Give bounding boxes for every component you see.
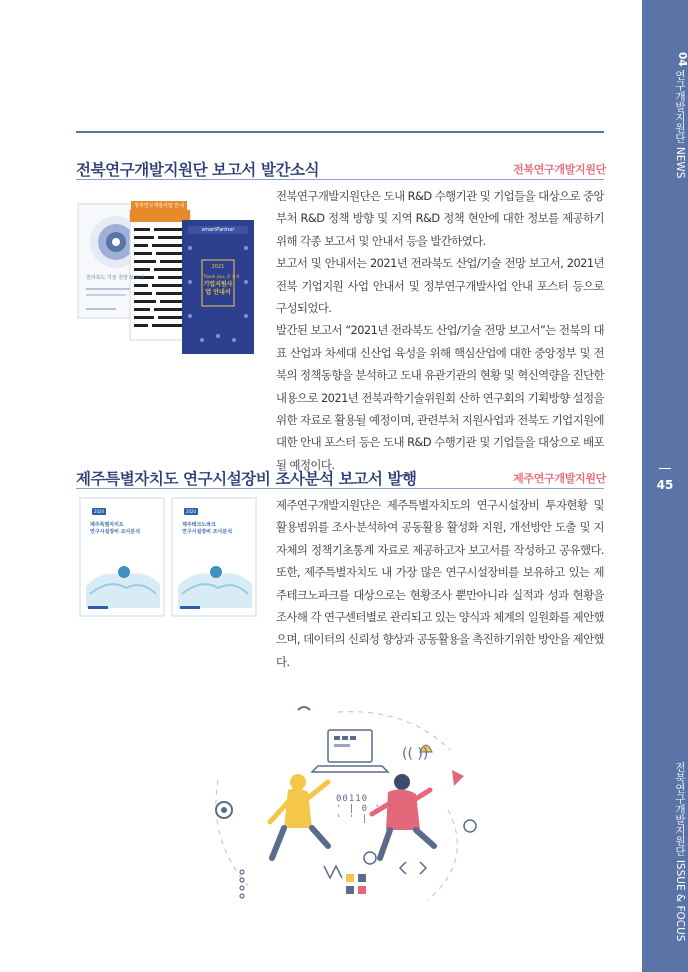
- section2-title: 제주특별자치도 연구시설장비 조사분석 보고서 발행: [76, 470, 417, 488]
- guide-subtitle: Thank you, 잘 할게: [203, 274, 240, 279]
- left-cover-badge: 2020: [93, 509, 105, 514]
- sidebar-chapter-title: 연구개발지원단 NEWS: [674, 70, 686, 179]
- sidebar: [642, 0, 688, 972]
- guide-brand: smartPartner: [201, 227, 235, 233]
- binary-text: [336, 794, 394, 824]
- section2-org: 제주연구개발지원단: [513, 472, 606, 485]
- page-number: 45: [656, 478, 674, 492]
- top-rule: [76, 131, 604, 133]
- right-cover-title-line1: 제주테크노파크: [182, 522, 216, 528]
- section1-paragraph: 보고서 및 안내서는 2021년 전라북도 산업/기술 전망 보고서, 2021년 전북 기업지원 사업 안내서 및 정부연구개발사업 안내 포스터 등으로 구성되었다.: [276, 256, 604, 316]
- section2-body: [276, 494, 604, 673]
- section2-underline: [76, 488, 604, 489]
- binary-line-2: ' | 0 ' ': [336, 804, 394, 814]
- poster-title: 정부연구개발사업 안내: [134, 203, 184, 209]
- section1-paragraph: 발간된 보고서 “2021년 전라북도 산업/기술 전망 보고서”는 전북의 대표 산업과 차세대 신산업 육성을 위해 핵심산업에 대한 중앙정부 및 전북의 정책동향을 분석하고 도내 유관기관의 현황 및 혁신역량을 진단한 내용으로 2021년 전북과학기술위원회 산하 연구회의 기획방향 설정을 위한 자료로 활용될 예정이며, 관련부처 지원사업과 전북도 기업지원에 대한 안내 포스터 등은 도내 R&D 수행기관 및 기업들을 대상으로 배포될 예정이다.: [276, 323, 604, 472]
- section2-paragraph: 제주연구개발지원단은 제주특별자치도의 연구시설장비 투자현황 및 활용범위를 조사·분석하여 공동활용 활성화 지원, 개선방안 도출 및 지자체의 정책기초통계 자료로 제공하고자 보고서를 작성하고 공유했다. 또한, 제주특별자치도 내 가장 많은 연구시설장비를 보유하고 있는 제주테크노파크를 대상으로는 현황조사 뿐만아니라 실적과 성과 현황을 조사해 각 연구센터별로 관리되고 있는 양식과 체계의 일원화를 제안했으며, 데이터의 신뢰성 향상과 공동활용을 촉진하기위한 방안을 제안했다.: [276, 498, 604, 669]
- section1-underline: [76, 179, 604, 180]
- sidebar-chapter-number: 04: [676, 51, 688, 67]
- sidebar-top-label: [642, 50, 688, 180]
- poster-header: [131, 201, 187, 211]
- guide-year: 2021: [211, 264, 225, 270]
- guide-title: 기업지원사업 안내서: [203, 281, 233, 296]
- right-cover-title-line2: 연구시설장비 조사분석: [182, 529, 233, 535]
- section1-paragraph: 전북연구개발지원단은 도내 R&D 수행기관 및 기업들을 대상으로 중앙부처 R&D 정책 방향 및 지역 R&D 정책 현안에 대한 정보를 제공하기 위해 각종 보고서 및 안내서 등을 발간하였다.: [276, 189, 604, 248]
- left-cover-title-line1: 제주특별자치도: [90, 522, 124, 528]
- guide-cover-text: [203, 263, 240, 297]
- section1-title: 전북연구개발지원단 보고서 발간소식: [76, 161, 320, 179]
- right-cover-title: [182, 522, 252, 536]
- section1-org: 전북연구개발지원단: [513, 163, 606, 176]
- jeju-report-covers-illustration: [80, 498, 258, 618]
- right-cover-badge: 2020: [185, 509, 197, 514]
- binary-line-3: ' ' |: [336, 814, 369, 824]
- left-cover-title-line2: 연구시설장비 조사분석: [90, 529, 141, 535]
- report-cover-title: 전라북도 기술 전망 보고서: [86, 275, 144, 281]
- svg-text:(( )): (( )): [402, 746, 429, 762]
- section2-cover-images: [80, 498, 258, 618]
- sidebar-publication-title: 전북연구개발지원단 ISSUE & FOCUS: [674, 762, 686, 942]
- section1-body: [276, 185, 604, 476]
- left-cover-title: [90, 522, 160, 536]
- binary-line-1: 00110: [336, 794, 369, 804]
- sidebar-divider: [659, 468, 671, 469]
